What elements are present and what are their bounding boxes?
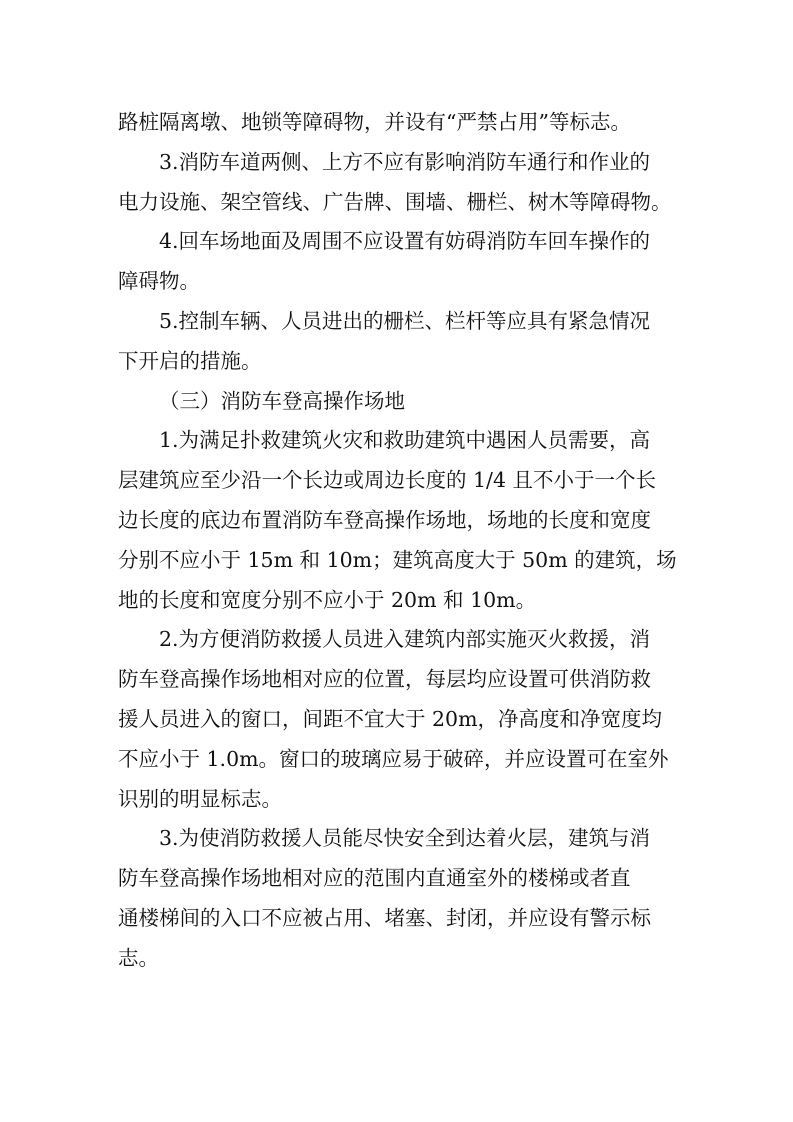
text-line-5: 障碍物。 <box>118 269 200 294</box>
text-line-16: 援人员进入的窗口，间距不宜大于 20m，净高度和净宽度均 <box>118 706 663 731</box>
text-line-18: 识别的明显标志。 <box>118 786 282 811</box>
text-line-12: 分别不应小于 15m 和 10m；建筑高度大于 50m 的建筑，场 <box>118 547 677 572</box>
text-line-1: 路桩隔离墩、地锁等障碍物，并设有“严禁占用”等标志。 <box>118 110 631 134</box>
text-line-15: 防车登高操作场地相对应的位置，每层均应设置可供消防救 <box>118 667 651 692</box>
document-body <box>118 103 678 979</box>
text-line-21: 通楼梯间的入口不应被占用、堵塞、封闭，并应设有警示标 <box>118 905 651 930</box>
text-line-9: 1.为满足扑救建筑火灾和救助建筑中遇困人员需要，高 <box>159 428 651 453</box>
section-heading: （三）消防车登高操作场地 <box>159 388 405 413</box>
text-line-10: 层建筑应至少沿一个长边或周边长度的 1/4 且不小于一个长 <box>118 468 657 493</box>
text-line-4: 4.回车场地面及周围不应设置有妨碍消防车回车操作的 <box>159 229 651 254</box>
text-line-20: 防车登高操作场地相对应的范围内直通室外的楼梯或者直 <box>118 866 631 891</box>
text-line-22: 志。 <box>118 945 159 970</box>
text-line-19: 3.为使消防救援人员能尽快安全到达着火层，建筑与消 <box>159 826 651 851</box>
text-line-3: 电力设施、架空管线、广告牌、围墙、栅栏、树木等障碍物。 <box>118 189 672 214</box>
text-line-11: 边长度的底边布置消防车登高操作场地，场地的长度和宽度 <box>118 507 651 532</box>
text-line-13: 地的长度和宽度分别不应小于 20m 和 10m。 <box>118 587 537 612</box>
text-line-6: 5.控制车辆、人员进出的栅栏、栏杆等应具有紧急情况 <box>159 308 651 333</box>
text-line-7: 下开启的措施。 <box>118 348 262 373</box>
text-line-14: 2.为方便消防救援人员进入建筑内部实施灭火救援，消 <box>159 627 651 652</box>
text-line-17: 不应小于 1.0m。窗口的玻璃应易于破碎，并应设置可在室外 <box>118 746 669 771</box>
text-line-2: 3.消防车道两侧、上方不应有影响消防车通行和作业的 <box>159 149 651 174</box>
